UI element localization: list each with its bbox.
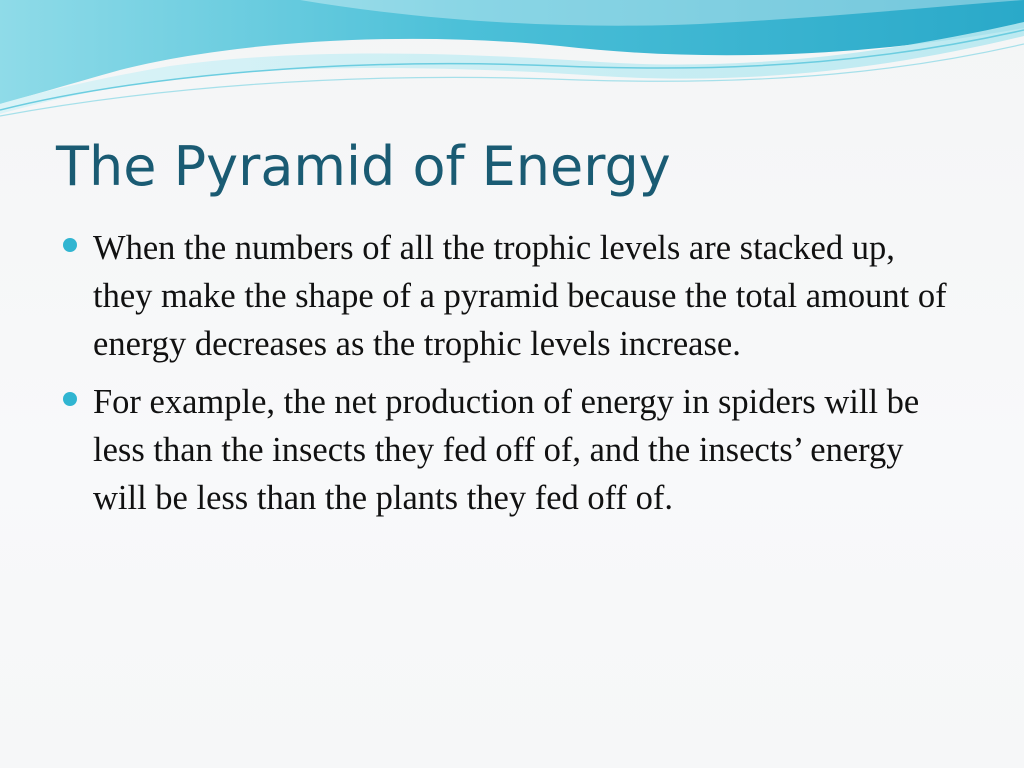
bullet-list — [60, 224, 960, 532]
header-wave-decoration — [0, 0, 1024, 130]
bullet-item — [60, 378, 960, 522]
slide-title: The Pyramid of Energy — [56, 135, 671, 198]
bullet-dot-icon — [63, 238, 77, 252]
bullet-item — [60, 224, 960, 368]
bullet-text: For example, the net production of energy in spiders will be less than the insects they fed off of, and the insects’ energy will be less than the plants they fed off of. — [93, 383, 920, 517]
bullet-text: When the numbers of all the trophic levels are stacked up, they make the shape of a pyramid because the total amount of energy decreases as the trophic levels increase. — [93, 229, 947, 363]
bullet-dot-icon — [63, 392, 77, 406]
